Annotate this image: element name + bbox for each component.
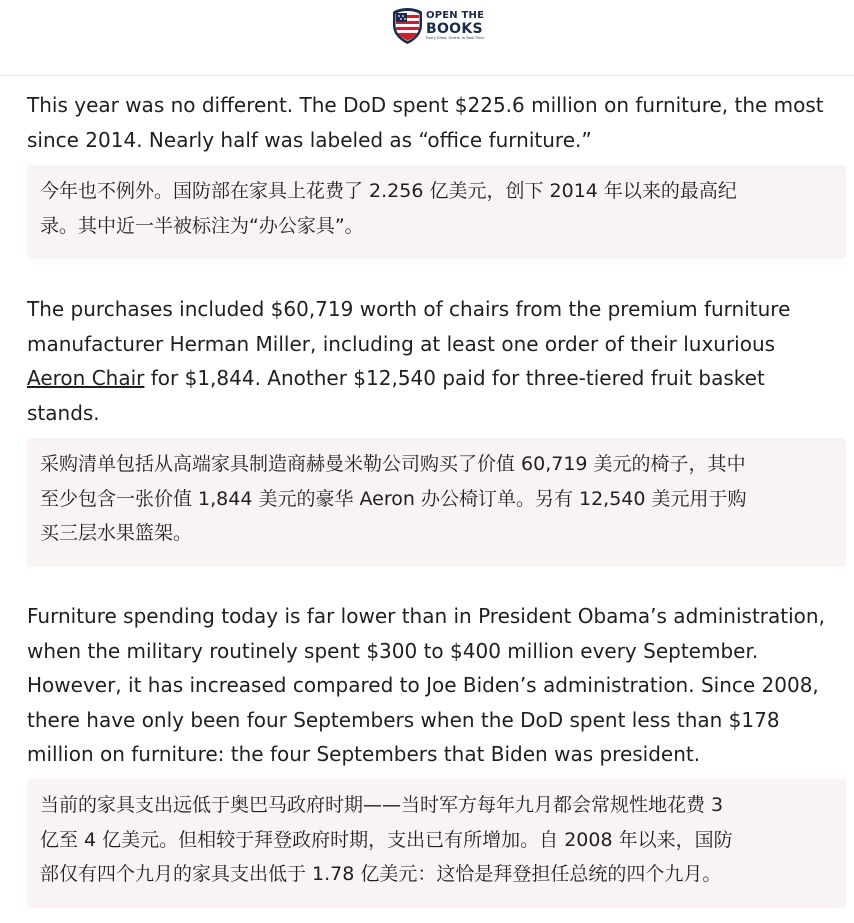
logo-line-2: BOOKS bbox=[426, 21, 483, 38]
translation-3-line-3: 部仅有四个九月的家具支出低于 1.78 亿美元：这恰是拜登担任总统的四个九月。 bbox=[40, 863, 722, 885]
paragraph-3-line-1: Furniture spending today is far lower than in President Obama’s administration, bbox=[27, 604, 825, 628]
translation-3-line-2: 亿至 4 亿美元。但相较于拜登政府时期，支出已有所增加。自 2008 年以来，国防 bbox=[40, 828, 733, 851]
paragraph-3-line-5: million on furniture: the four Septembers that Biden was president. bbox=[27, 742, 701, 766]
logo-wordmark bbox=[426, 11, 485, 41]
aeron-chair-link[interactable]: Aeron Chair bbox=[27, 366, 145, 390]
paragraph-2-chinese-translation bbox=[27, 438, 846, 567]
logo-line-1: OPEN THE bbox=[426, 10, 485, 22]
translation-2-line-2: 至少包含一张价值 1,844 美元的豪华 Aeron 办公椅订单。另有 12,540 美元用于购 bbox=[40, 487, 747, 510]
paragraph-3-chinese-translation bbox=[27, 779, 846, 908]
paragraph-2-line-4: stands. bbox=[27, 400, 100, 425]
paragraph-3-line-3: However, it has increased compared to Joe Biden’s administration. Since 2008, bbox=[27, 673, 819, 697]
paragraph-2-line-1: The purchases included $60,719 worth of chairs from the premium furniture bbox=[27, 297, 791, 321]
translation-2-line-3: 买三层水果篮架。 bbox=[40, 522, 193, 544]
paragraph-1-line-2: since 2014. Nearly half was labeled as “office furniture.” bbox=[27, 127, 592, 152]
paragraph-3-line-2: when the military routinely spent $300 to $400 million every September. bbox=[27, 638, 759, 663]
translation-2-line-1: 采购清单包括从高端家具制造商赫曼米勒公司购买了价值 60,719 美元的椅子，其中 bbox=[40, 453, 746, 475]
translation-3-line-1: 当前的家具支出远低于奥巴马政府时期——当时军方每年九月都会常规性地花费 3 bbox=[40, 794, 724, 816]
paragraph-2-line-3-text: for $1,844. Another $12,540 paid for three-tiered fruit basket bbox=[144, 366, 765, 390]
open-the-books-logo[interactable] bbox=[392, 6, 485, 46]
logo-tagline: Every Dime. Online. In Real Time. bbox=[426, 36, 485, 41]
paragraph-3-line-4: there have only been four Septembers when the DoD spent less than $178 bbox=[27, 707, 780, 732]
paragraph-2-line-3 bbox=[27, 361, 790, 396]
paragraph-3-english bbox=[27, 599, 825, 772]
paragraph-1-line-1: This year was no different. The DoD spent $225.6 million on furniture, the most bbox=[27, 93, 824, 117]
site-header bbox=[0, 0, 854, 76]
shield-flag-icon bbox=[392, 7, 423, 45]
translation-1-line-1: 今年也不例外。国防部在家具上花费了 2.256 亿美元，创下 2014 年以来的最高纪 bbox=[40, 180, 737, 202]
translation-1-line-2: 录。其中近一半被标注为“办公家具”。 bbox=[40, 214, 364, 237]
paragraph-1-chinese-translation bbox=[27, 165, 846, 259]
paragraph-2-line-2: manufacturer Herman Miller, including at least one order of their luxurious bbox=[27, 331, 776, 356]
paragraph-1-english bbox=[27, 88, 824, 157]
paragraph-2-english bbox=[27, 292, 790, 430]
